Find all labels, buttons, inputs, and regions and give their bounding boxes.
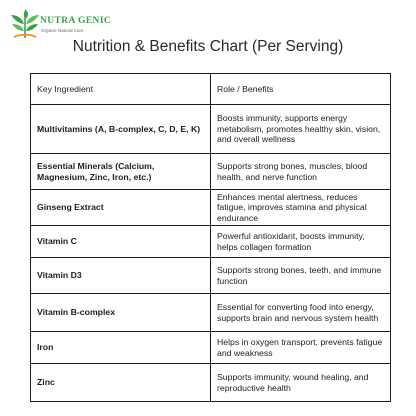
benefits-cell: Essential for converting food into energy, supports brain and nervous system health [211,294,391,332]
ingredient-cell: Multivitamins (A, B-complex, C, D, E, K) [31,105,211,154]
ingredient-cell: Vitamin D3 [31,258,211,294]
table-row [31,364,391,402]
ingredient-cell: Essential Minerals (Calcium, Magnesium, Zinc, Iron, etc.) [31,154,211,190]
benefits-cell: Powerful antioxidant, boosts immunity, helps collagen formation [211,226,391,258]
nutrition-table [30,73,391,402]
ingredient-cell: Vitamin B-complex [31,294,211,332]
table-row [31,154,391,190]
benefits-cell: Boosts immunity, supports energy metabolism, promotes healthy skin, vision, and overall wellness [211,105,391,154]
table-row [31,105,391,154]
benefits-cell: Supports strong bones, teeth, and immune function [211,258,391,294]
benefits-cell: Supports immunity, wound healing, and reproductive health [211,364,391,402]
table-row [31,294,391,332]
ingredient-cell: Iron [31,332,211,364]
table-row [31,332,391,364]
benefits-cell: Supports strong bones, muscles, blood health, and nerve function [211,154,391,190]
brand-logo [8,8,148,42]
benefits-cell: Helps in oxygen transport, prevents fatigue and weakness [211,332,391,364]
ingredient-cell: Ginseng Extract [31,190,211,226]
table-row [31,226,391,258]
benefits-cell: Enhances mental alertness, reduces fatigue, improves stamina and physical endurance [211,190,391,226]
table-header-row [31,74,391,105]
ingredient-cell: Zinc [31,364,211,402]
table-row [31,190,391,226]
leaf-logo-icon [8,8,42,42]
brand-name: NUTRA GENIC [40,16,112,26]
table-row [31,258,391,294]
brand-tagline: Organic Natural Care [41,28,84,33]
page-title: Nutrition & Benefits Chart (Per Serving) [72,38,344,55]
header-key-ingredient: Key Ingredient [31,74,211,105]
ingredient-cell: Vitamin C [31,226,211,258]
header-role-benefits: Role / Benefits [211,74,391,105]
